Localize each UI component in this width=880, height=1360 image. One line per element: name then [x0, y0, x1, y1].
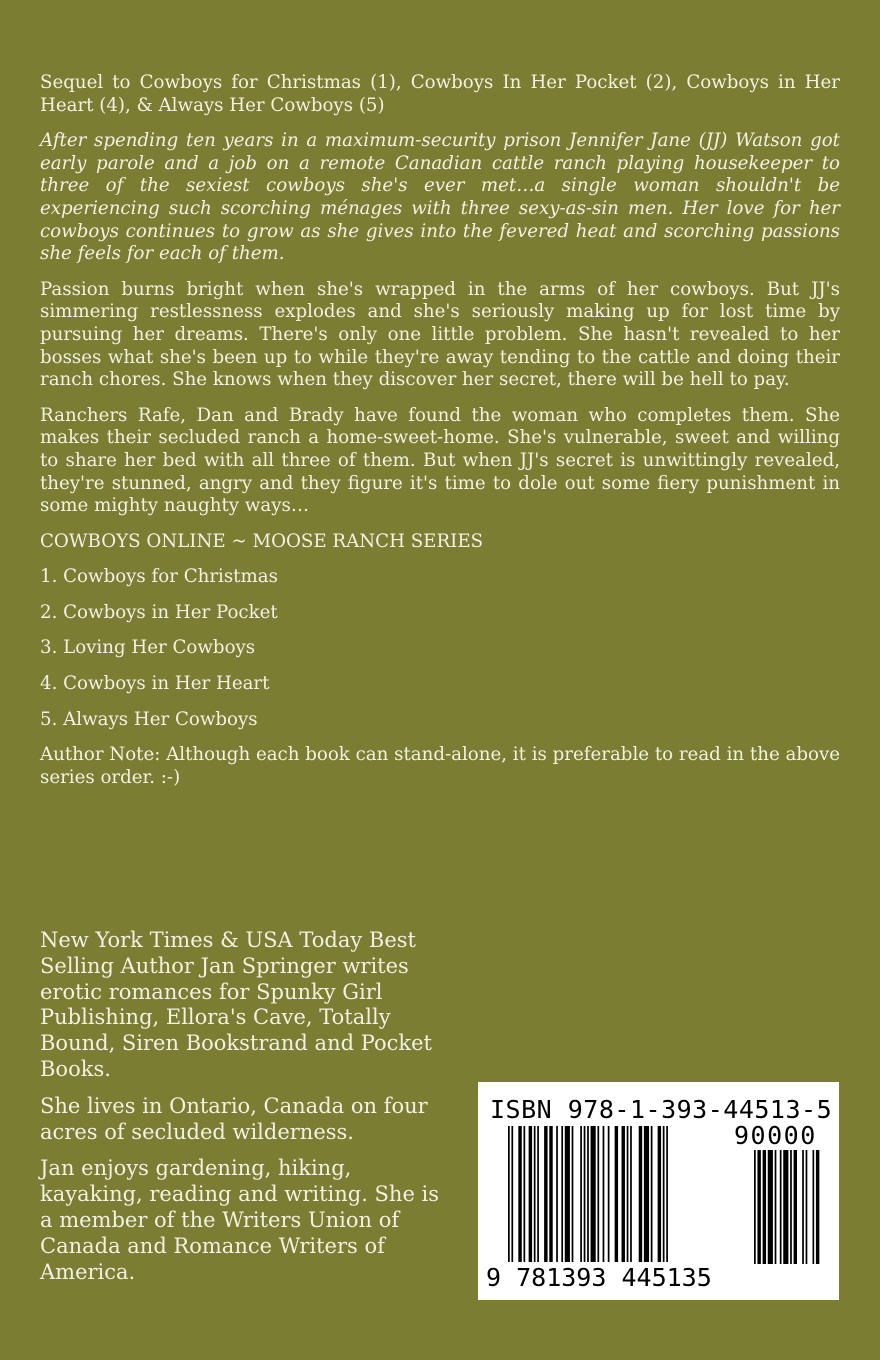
barcode-bar: [615, 1126, 618, 1262]
barcode-bar: [608, 1126, 610, 1262]
barcode-bar: [572, 1126, 574, 1262]
barcode-bar: [603, 1126, 605, 1262]
barcode-bar: [580, 1126, 582, 1262]
barcode-bar: [537, 1126, 539, 1262]
series-item-1: 1. Cowboys for Christmas: [40, 566, 278, 588]
sequel-line: Sequel to Cowboys for Christmas (1), Cowboys In Her Pocket (2), Cowboys in Her Heart (4), & Always Her Cowboys (5): [40, 72, 840, 116]
barcode-bar: [565, 1126, 570, 1262]
barcode-bar: [534, 1126, 536, 1262]
barcode-bar: [630, 1126, 632, 1262]
barcode-bar: [587, 1126, 589, 1262]
series-heading: COWBOYS ONLINE ~ MOOSE RANCH SERIES: [40, 530, 484, 552]
author-bio-paragraph-1: New York Times & USA Today Best Selling Author Jan Springer writes erotic romances for Spunky Girl Publishing, Ellora's Cave, Totally Bound, Siren Bookstrand and Pocket Books.: [40, 928, 432, 1081]
barcode-bar: [658, 1126, 661, 1262]
blurb-paragraph-3: Ranchers Rafe, Dan and Brady have found the woman who completes them. She makes their secluded ranch a home-sweet-home. She's vulnerable, sweet and willing to share her bed with all three of them. But when JJ's secret is unwittingly revealed, they're stunned, angry and they figure it's time to dole out some fiery punishment in some mighty naughty ways…: [40, 404, 840, 517]
barcode-bar: [802, 1150, 804, 1264]
isbn-barcode: [478, 1082, 839, 1300]
barcode-bar: [757, 1150, 760, 1264]
author-bio-paragraph-3: Jan enjoys gardening, hiking, kayaking, reading and writing. She is a member of the Writers Union of Canada and Romance Writers of America.: [40, 1156, 440, 1284]
barcode-bar: [584, 1126, 586, 1262]
barcode-bar: [790, 1150, 792, 1264]
back-cover-blurb: [40, 72, 840, 802]
barcode-bar: [775, 1150, 777, 1264]
barcode-bar: [794, 1150, 797, 1264]
barcode-bar: [529, 1126, 532, 1262]
barcode-bar: [768, 1150, 773, 1264]
barcode-bar: [783, 1150, 788, 1264]
isbn-label: ISBN 978-1-393-44513-5: [490, 1095, 833, 1124]
barcode-bar: [544, 1126, 547, 1262]
barcode-bar: [663, 1126, 665, 1262]
barcode-bar: [639, 1126, 642, 1262]
series-item-4: 4. Cowboys in Her Heart: [40, 673, 270, 695]
barcode-bar: [508, 1126, 510, 1262]
series-item-5: 5. Always Her Cowboys: [40, 708, 258, 730]
ean-digits: 9 781393 445135: [486, 1263, 712, 1292]
barcode-bar: [651, 1126, 653, 1262]
author-bio-paragraph-2: She lives in Ontario, Canada on four acres of secluded wilderness.: [40, 1093, 428, 1144]
price-code: 90000: [734, 1121, 817, 1150]
barcode-bar: [597, 1126, 599, 1262]
barcode-bar: [622, 1126, 625, 1262]
barcode-bar: [627, 1126, 629, 1262]
barcode-bar: [518, 1126, 521, 1262]
blurb-paragraph-1: After spending ten years in a maximum-security prison Jennifer Jane (JJ) Watson got early parole and a job on a remote Canadian cattle ranch playing housekeeper to three of the sexiest cowboys she's ever met…a single woman shouldn't be experiencing such scorching ménages with three sexy-as-sin men. Her love for her cowboys continues to grow as she gives into the fevered heat and scorching passions she feels for each of them.: [40, 130, 840, 265]
barcode-bar: [666, 1126, 668, 1262]
ean-bars: [508, 1126, 728, 1274]
barcode-bar: [763, 1150, 766, 1264]
barcode-bar: [816, 1150, 819, 1264]
barcode-bar: [561, 1126, 563, 1262]
barcode-bar: [780, 1150, 782, 1264]
barcode-bar: [591, 1126, 596, 1262]
author-bio: [40, 928, 440, 1296]
barcode-bar: [806, 1150, 808, 1264]
barcode-bar: [812, 1150, 814, 1264]
addon-bars: [754, 1150, 824, 1274]
author-note: Author Note: Although each book can stand-alone, it is preferable to read in the above series order. :-): [40, 744, 840, 788]
barcode-bar: [549, 1126, 552, 1262]
series-item-2: 2. Cowboys in Her Pocket: [40, 601, 278, 623]
barcode-bar: [754, 1150, 756, 1264]
series-item-3: 3. Loving Her Cowboys: [40, 637, 256, 659]
barcode-bar: [644, 1126, 649, 1262]
blurb-paragraph-2: Passion burns bright when she's wrapped in the arms of her cowboys. But JJ's simmering restlessness explodes and she's seriously making up for lost time by pursuing her dreams. There's only one little problem. She hasn't revealed to her bosses what she's been up to while they're away tending to the cattle and doing their ranch chores. She knows when they discover her secret, there will be hell to pay.: [40, 278, 840, 391]
barcode-bar: [556, 1126, 558, 1262]
barcode-bar: [523, 1126, 525, 1262]
barcode-bar: [511, 1126, 513, 1262]
